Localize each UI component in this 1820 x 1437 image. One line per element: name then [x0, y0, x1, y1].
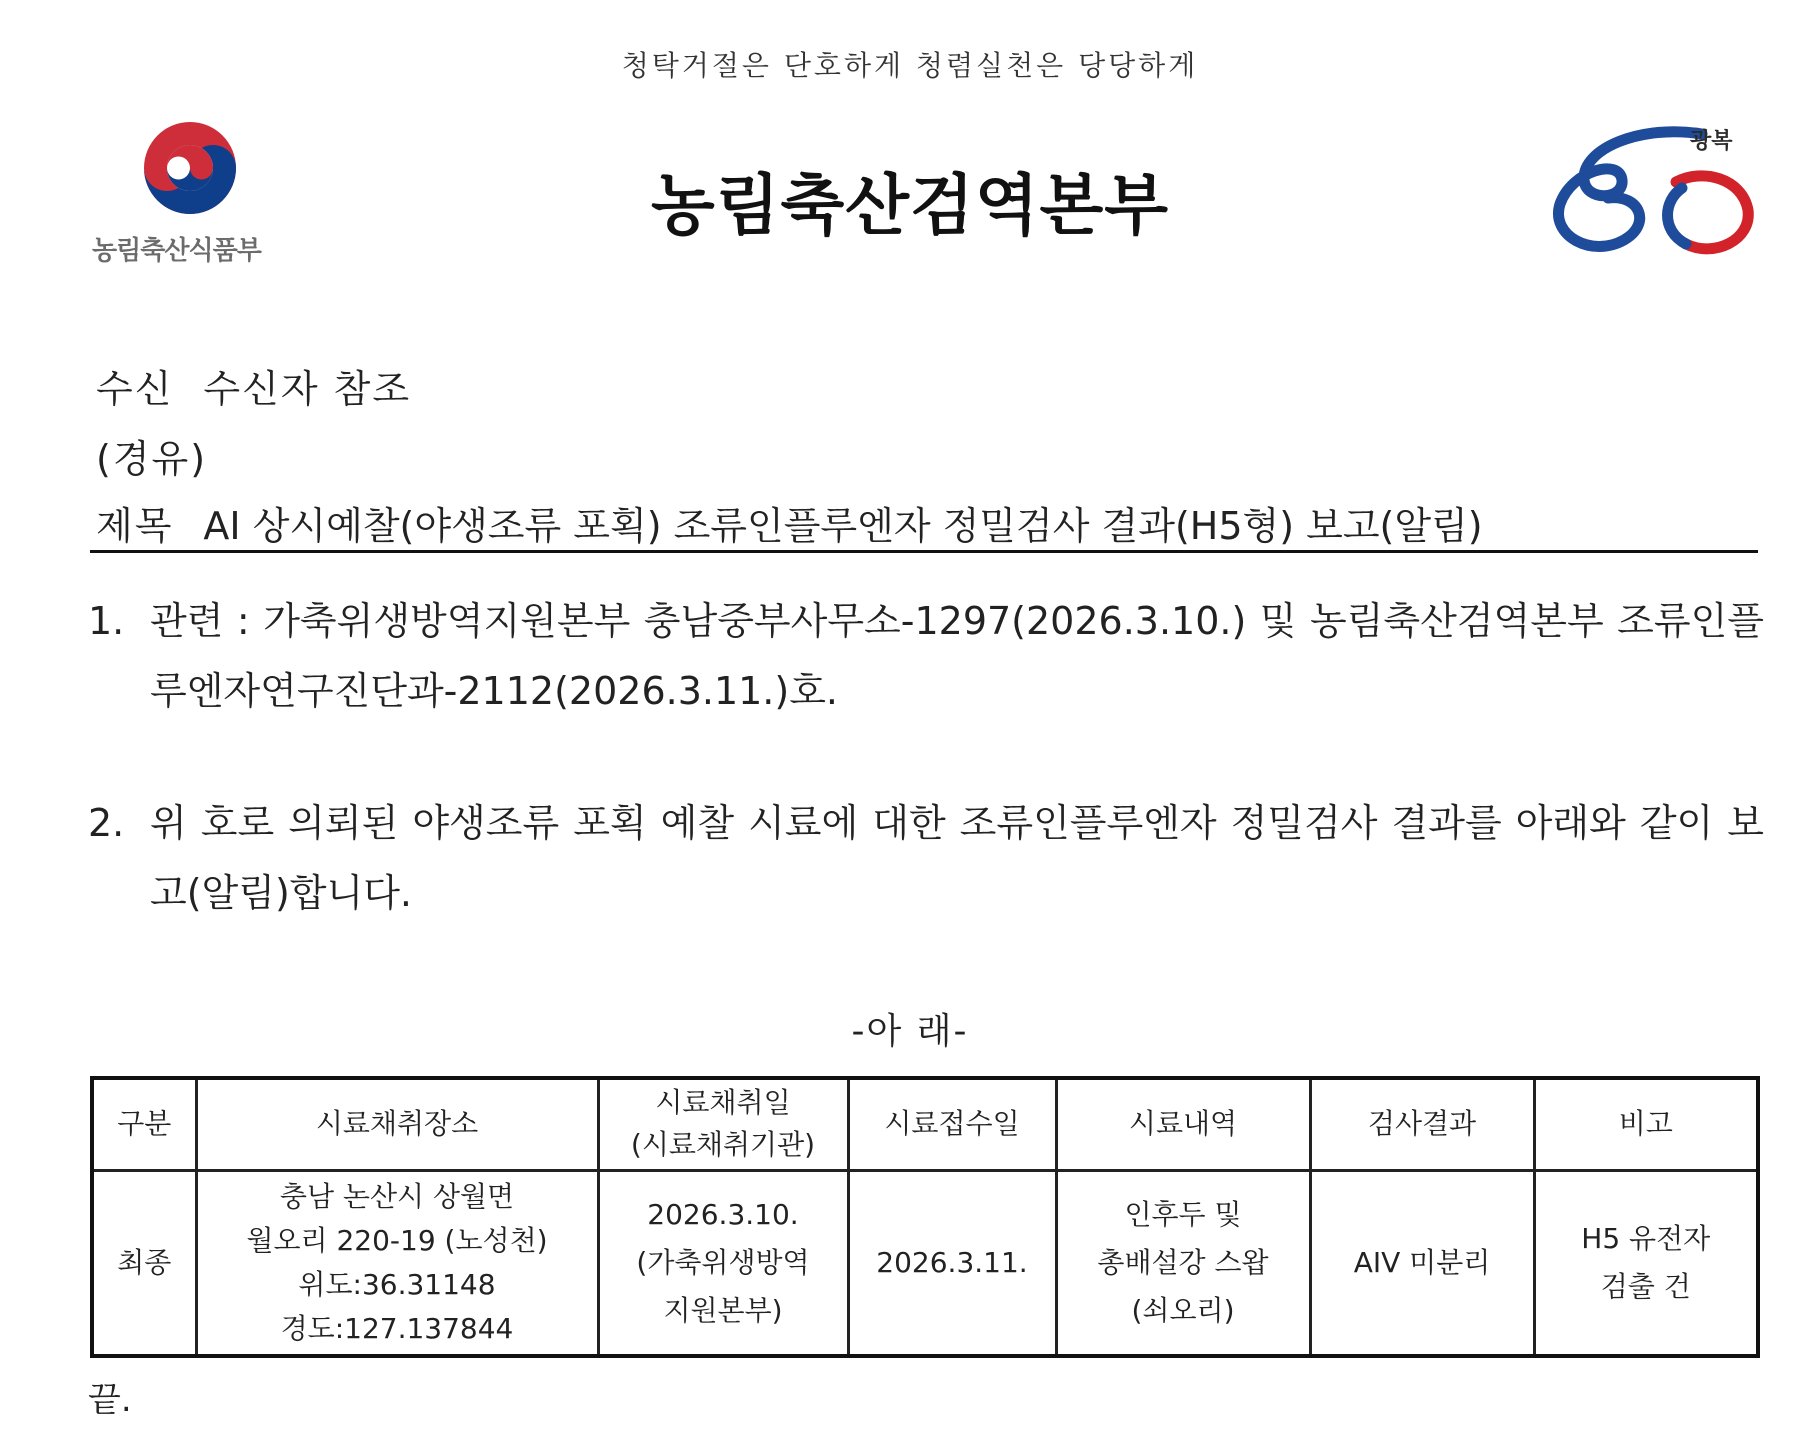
end-mark: 끝.: [88, 1380, 132, 1420]
header-sample-details: 시료내역: [1056, 1078, 1310, 1170]
cell-sampling-location: 충남 논산시 상월면 월오리 220-19 (노성천) 위도:36.31148 경도:127.137844: [196, 1170, 598, 1356]
ministry-name: 농림축산식품부: [92, 236, 261, 266]
paragraph-text: 위 호로 의뢰된 야생조류 포획 예찰 시료에 대한 조류인플루엔자 정밀검사 결과를 아래와 같이 보고(알림)합니다.: [150, 801, 1764, 915]
subject-row: [96, 495, 1483, 550]
subject-value: AI 상시예찰(야생조류 포획) 조류인플루엔자 정밀검사 결과(H5형) 보고(알림): [203, 504, 1483, 548]
anniversary-caption: 광복: [1690, 129, 1733, 154]
below-label: -아 래-: [851, 1011, 969, 1052]
cell-test-result: AIV 미분리: [1310, 1170, 1534, 1356]
table-row: [92, 1170, 1758, 1356]
header-sampling-date: 시료채취일 (시료채취기관): [598, 1078, 848, 1170]
header-test-result: 검사결과: [1310, 1078, 1534, 1170]
agency-title: 농림축산검역본부: [650, 167, 1170, 244]
paragraph-number: 1.: [88, 599, 125, 643]
cell-category: 최종: [92, 1170, 196, 1356]
table-header-row: [92, 1078, 1758, 1170]
liberation-80th-logo: [1552, 118, 1762, 268]
paragraph-1: [88, 586, 1764, 736]
cell-sampling-date: 2026.3.10. (가축위생방역 지원본부): [598, 1170, 848, 1356]
subject-divider: [90, 550, 1758, 553]
result-table: [90, 1076, 1760, 1358]
paragraph-text: 관련 : 가축위생방역지원본부 충남중부사무소-1297(2026.3.10.) 및 농림축산검역본부 조류인플루엔자연구진단과-2112(2026.3.11.)호.: [150, 599, 1764, 713]
receiver-row: [96, 358, 411, 413]
paragraph-2: [88, 788, 1764, 938]
header-remarks: 비고: [1534, 1078, 1758, 1170]
header-receipt-date: 시료접수일: [848, 1078, 1056, 1170]
receiver-label: 수신: [96, 367, 174, 411]
via-row: [96, 428, 207, 483]
slogan: 청탁거절은 단호하게 청렴실천은 당당하게: [621, 49, 1199, 82]
subject-label: 제목: [96, 504, 174, 548]
paragraph-number: 2.: [88, 801, 125, 845]
cell-receipt-date: 2026.3.11.: [848, 1170, 1056, 1356]
receiver-value: 수신자 참조: [203, 367, 412, 411]
header-sampling-location: 시료채취장소: [196, 1078, 598, 1170]
header-category: 구분: [92, 1078, 196, 1170]
cell-sample-details: 인후두 및 총배설강 스왑 (쇠오리): [1056, 1170, 1310, 1356]
cell-remarks: H5 유전자 검출 건: [1534, 1170, 1758, 1356]
via-label: (경유): [96, 437, 208, 481]
